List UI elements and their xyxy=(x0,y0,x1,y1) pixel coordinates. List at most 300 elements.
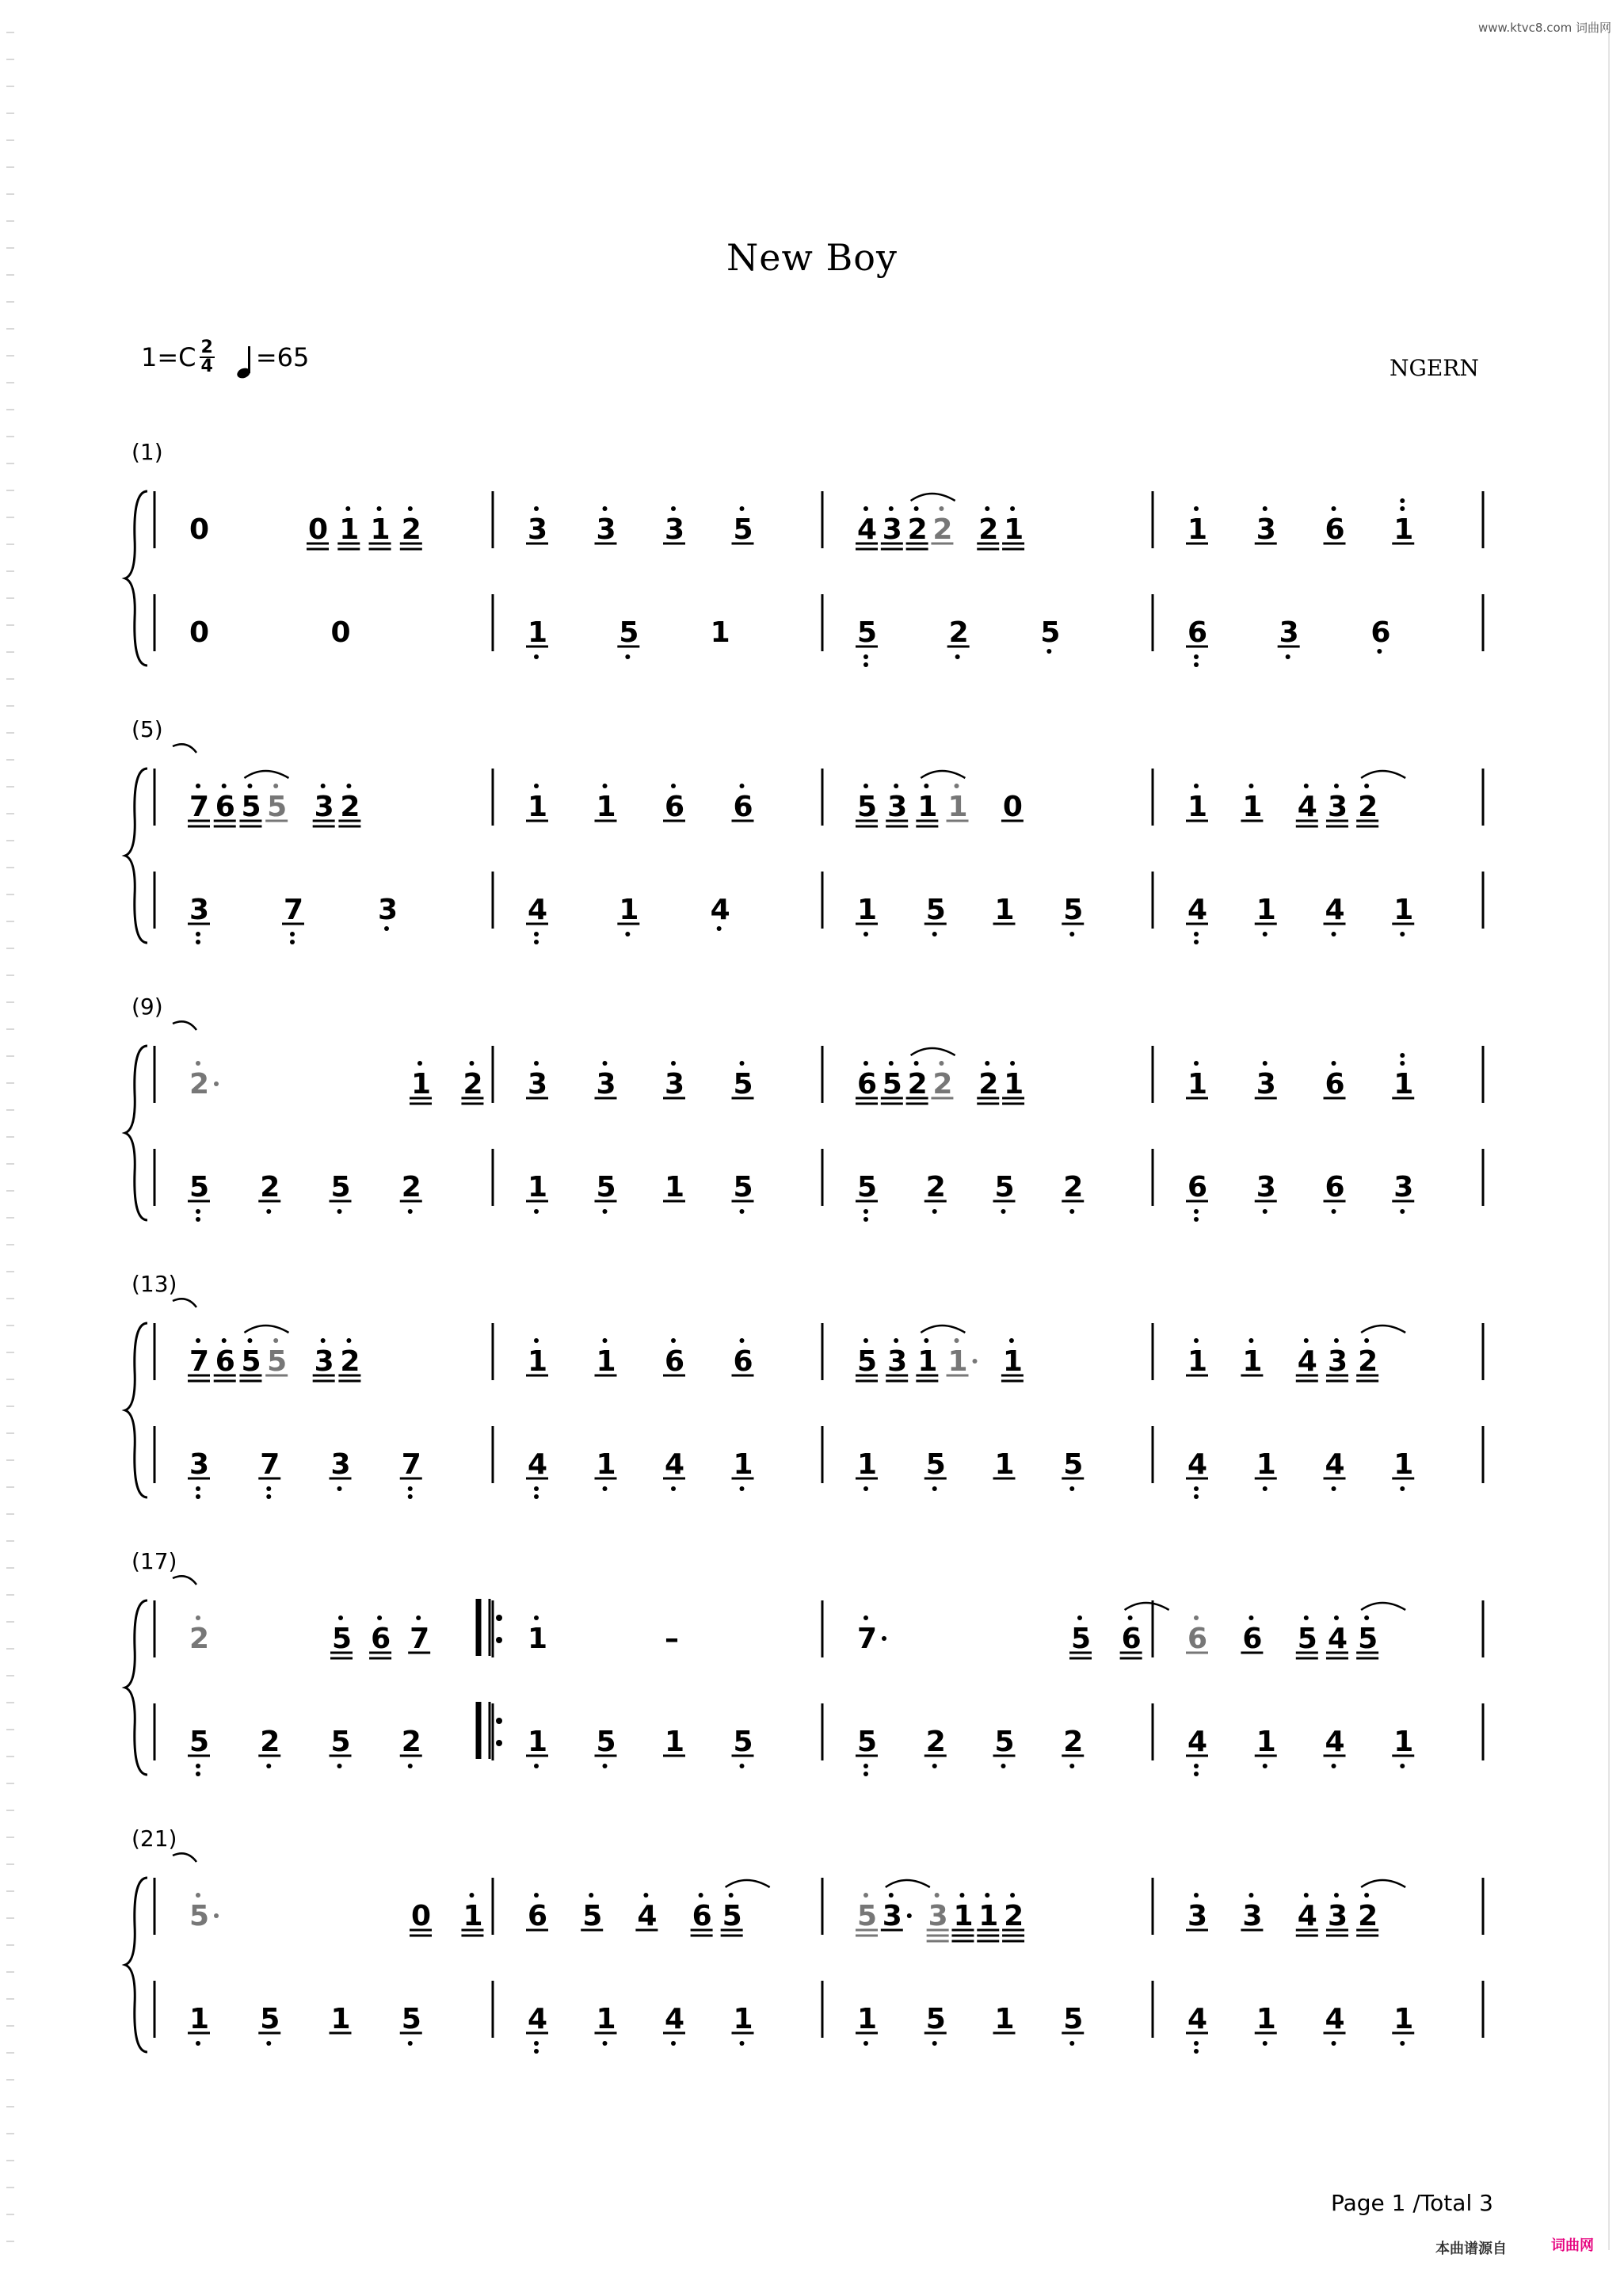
note: 1 xyxy=(1256,2003,1276,2035)
octave-dot-high xyxy=(534,506,539,511)
note: 1 xyxy=(710,616,730,649)
octave-dot-low xyxy=(932,1209,937,1214)
note: 5 xyxy=(619,616,639,649)
octave-dot-low xyxy=(266,1209,271,1214)
note: 2 xyxy=(401,513,421,546)
octave-dot-high xyxy=(469,1061,474,1066)
note: 5 xyxy=(1071,1623,1092,1655)
octave-dot-high xyxy=(1263,506,1268,511)
octave-dot-high xyxy=(603,1338,608,1343)
note: 5 xyxy=(733,513,753,546)
note: 6 xyxy=(1188,616,1208,649)
note: 6 xyxy=(1325,1068,1345,1100)
note: 1 xyxy=(1188,791,1208,823)
octave-dot-high xyxy=(924,784,928,788)
note: 2 xyxy=(1004,1900,1024,1932)
note: 1 xyxy=(994,894,1015,926)
note: 3 xyxy=(1327,1345,1348,1378)
note: 2 xyxy=(260,1171,280,1203)
composer: NGERN xyxy=(1390,355,1479,381)
note: 3 xyxy=(189,1448,210,1481)
note: 3 xyxy=(1327,1900,1348,1932)
note: 4 xyxy=(1325,1726,1345,1758)
note: 1 xyxy=(619,894,639,926)
note: 7 xyxy=(260,1448,280,1481)
octave-dot-low xyxy=(196,1209,200,1214)
octave-dot-high xyxy=(534,1061,539,1066)
note: 3 xyxy=(528,513,548,546)
system-brace xyxy=(125,769,147,943)
octave-dot-low xyxy=(534,1486,539,1491)
octave-dot-high xyxy=(417,1061,422,1066)
tie-arc xyxy=(911,494,955,501)
octave-dot-high xyxy=(955,784,959,788)
note: 2 xyxy=(260,1726,280,1758)
augmentation-dot xyxy=(882,1636,886,1641)
song-title: New Boy xyxy=(726,236,898,279)
tie-arc xyxy=(1125,1603,1169,1610)
octave-dot-high xyxy=(534,1893,539,1898)
octave-dot-low xyxy=(740,1764,745,1768)
measure-number: (17) xyxy=(132,1548,177,1574)
octave-dot-high xyxy=(1304,784,1309,788)
note: 6 xyxy=(1242,1623,1263,1655)
note: 7 xyxy=(189,791,210,823)
measure-number: (1) xyxy=(132,439,163,465)
octave-dot-high xyxy=(863,1615,868,1620)
octave-dot-low xyxy=(1001,1209,1006,1214)
note: 5 xyxy=(1063,894,1084,926)
octave-dot-low xyxy=(266,1764,271,1768)
octave-dot-high xyxy=(1248,784,1253,788)
note: 4 xyxy=(1297,1345,1317,1378)
note: 2 xyxy=(1358,791,1378,823)
octave-dot-low xyxy=(337,1764,342,1768)
note: 1 xyxy=(1242,791,1263,823)
note: 7 xyxy=(857,1623,878,1655)
note: 1 xyxy=(528,1623,548,1655)
octave-dot-low xyxy=(1194,662,1199,667)
tie-arc xyxy=(244,1325,288,1333)
octave-dot-high xyxy=(924,1338,928,1343)
octave-dot-low xyxy=(671,2041,676,2046)
octave-dot-low xyxy=(863,1217,868,1222)
octave-dot-low xyxy=(1400,1209,1405,1214)
note: 3 xyxy=(928,1900,948,1932)
octave-dot-high xyxy=(1332,1061,1336,1066)
octave-dot-low xyxy=(408,1494,413,1499)
octave-dot-low xyxy=(1400,1764,1405,1768)
note: 0 xyxy=(189,513,210,546)
octave-dot-high xyxy=(1400,1061,1405,1066)
octave-dot-low xyxy=(932,1486,937,1491)
tie-arc xyxy=(726,1880,770,1887)
octave-dot-high xyxy=(534,784,539,788)
tie-arc xyxy=(1361,771,1405,778)
note: 1 xyxy=(665,1726,685,1758)
tie-arc xyxy=(1361,1325,1405,1333)
note: 2 xyxy=(340,1345,360,1378)
note: 3 xyxy=(314,791,334,823)
note: 6 xyxy=(1325,1171,1345,1203)
tie-arc xyxy=(1361,1880,1405,1887)
note: 4 xyxy=(637,1900,658,1932)
octave-dot-low xyxy=(1069,1764,1074,1768)
octave-dot-low xyxy=(932,932,937,936)
octave-dot-high xyxy=(1194,1893,1199,1898)
octave-dot-high xyxy=(889,506,894,511)
tie-arc xyxy=(1361,1603,1405,1610)
octave-dot-high xyxy=(699,1893,703,1898)
octave-dot-low xyxy=(196,1772,200,1776)
octave-dot-high xyxy=(603,1061,608,1066)
note: 5 xyxy=(925,2003,946,2035)
note: 3 xyxy=(330,1448,351,1481)
system-brace xyxy=(125,1323,147,1497)
octave-dot-low xyxy=(384,926,389,931)
note: 2 xyxy=(1358,1345,1378,1378)
note: 5 xyxy=(857,791,878,823)
note: 3 xyxy=(596,1068,616,1100)
repeat-dot xyxy=(496,1615,502,1621)
octave-dot-low xyxy=(717,926,722,931)
note: 4 xyxy=(528,1448,548,1481)
octave-dot-high xyxy=(1248,1615,1253,1620)
octave-dot-low xyxy=(740,1209,745,1214)
note: 1 xyxy=(994,1448,1015,1481)
note: 1 xyxy=(330,2003,351,2035)
note: 6 xyxy=(857,1068,878,1100)
octave-dot-high xyxy=(1400,506,1405,511)
note: 1 xyxy=(596,791,616,823)
note: 3 xyxy=(528,1068,548,1100)
repeat-dot xyxy=(496,1740,502,1746)
note: 1 xyxy=(947,791,968,823)
note: 7 xyxy=(189,1345,210,1378)
augmentation-dot xyxy=(214,1081,219,1086)
note: 1 xyxy=(411,1068,432,1100)
octave-dot-low xyxy=(196,932,200,936)
octave-dot-high xyxy=(1364,1338,1369,1343)
note: 6 xyxy=(1188,1623,1208,1655)
note: 5 xyxy=(722,1900,742,1932)
note: 4 xyxy=(1188,894,1208,926)
octave-dot-low xyxy=(1263,1209,1268,1214)
note: 4 xyxy=(710,894,730,926)
octave-dot-high xyxy=(1248,1338,1253,1343)
note: 2 xyxy=(932,513,953,546)
note: 0 xyxy=(189,616,210,649)
octave-dot-high xyxy=(1364,1615,1369,1620)
octave-dot-high xyxy=(196,1338,200,1343)
note: 4 xyxy=(1297,1900,1317,1932)
octave-dot-high xyxy=(1009,1338,1014,1343)
octave-dot-low xyxy=(534,1764,539,1768)
page-number: Page 1 /Total 3 xyxy=(1331,2190,1493,2216)
note: 1 xyxy=(528,1726,548,1758)
site-url[interactable]: www.ktvc8.com 词曲网 xyxy=(1478,21,1612,35)
note: 5 xyxy=(1063,2003,1084,2035)
note: 7 xyxy=(401,1448,421,1481)
octave-dot-low xyxy=(290,932,295,936)
octave-dot-high xyxy=(1332,506,1336,511)
note: 2 xyxy=(189,1068,210,1100)
note: 5 xyxy=(1040,616,1061,649)
octave-dot-low xyxy=(603,1764,608,1768)
note: 1 xyxy=(857,894,878,926)
note: 1 xyxy=(857,1448,878,1481)
octave-dot-high xyxy=(1334,1893,1339,1898)
octave-dot-low xyxy=(408,1486,413,1491)
octave-dot-high xyxy=(1304,1338,1309,1343)
octave-dot-high xyxy=(1128,1615,1133,1620)
octave-dot-high xyxy=(955,1338,959,1343)
note: 6 xyxy=(665,1345,685,1378)
note: 5 xyxy=(857,1900,878,1932)
tie-continuation xyxy=(173,1299,196,1307)
note: 5 xyxy=(332,1623,353,1655)
octave-dot-low xyxy=(863,1209,868,1214)
time-signature-top: 2 xyxy=(200,338,213,357)
octave-dot-high xyxy=(534,1338,539,1343)
octave-dot-high xyxy=(889,1061,894,1066)
note: 0 xyxy=(330,616,351,649)
octave-dot-low xyxy=(625,654,630,659)
note: 1 xyxy=(1188,513,1208,546)
octave-dot-low xyxy=(534,940,539,944)
octave-dot-high xyxy=(1334,1338,1339,1343)
note: 2 xyxy=(1063,1726,1084,1758)
octave-dot-low xyxy=(534,654,539,659)
octave-dot-high xyxy=(1248,1893,1253,1898)
note: 3 xyxy=(314,1345,334,1378)
measure-number: (9) xyxy=(132,994,163,1020)
octave-dot-low xyxy=(266,1494,271,1499)
note: 1 xyxy=(1256,1726,1276,1758)
note: 6 xyxy=(692,1900,712,1932)
note: 2 xyxy=(401,1171,421,1203)
note: 0 xyxy=(411,1900,432,1932)
note: 1 xyxy=(1393,513,1414,546)
note: 3 xyxy=(189,894,210,926)
octave-dot-low xyxy=(196,2041,200,2046)
octave-dot-high xyxy=(671,784,676,788)
octave-dot-high xyxy=(321,1338,326,1343)
note: 2 xyxy=(948,616,969,649)
octave-dot-high xyxy=(273,784,278,788)
octave-dot-low xyxy=(1400,932,1405,936)
octave-dot-low xyxy=(1194,1772,1199,1776)
note: 1 xyxy=(528,1345,548,1378)
note: 5 xyxy=(733,1726,753,1758)
note: 5 xyxy=(994,1726,1015,1758)
note: 6 xyxy=(215,791,235,823)
octave-dot-high xyxy=(247,784,252,788)
note: 1 xyxy=(917,791,938,823)
note: 5 xyxy=(857,616,878,649)
note: 5 xyxy=(596,1171,616,1203)
note: 2 xyxy=(978,1068,999,1100)
octave-dot-low xyxy=(1194,1209,1199,1214)
octave-dot-low xyxy=(1001,1764,1006,1768)
octave-dot-high xyxy=(196,1061,200,1066)
octave-dot-high xyxy=(377,1615,382,1620)
note: 6 xyxy=(1325,513,1345,546)
octave-dot-low xyxy=(1400,2041,1405,2046)
note: 1 xyxy=(1002,1345,1023,1378)
note: 5 xyxy=(330,1726,351,1758)
note: 4 xyxy=(857,513,878,546)
octave-dot-low xyxy=(1194,932,1199,936)
note: 3 xyxy=(887,1345,908,1378)
octave-dot-high xyxy=(338,1615,343,1620)
octave-dot-low xyxy=(534,1494,539,1499)
octave-dot-low xyxy=(1286,654,1290,659)
note: 3 xyxy=(1242,1900,1263,1932)
time-signature-bottom: 4 xyxy=(200,357,213,376)
octave-dot-low xyxy=(1332,1764,1336,1768)
note: 7 xyxy=(410,1623,430,1655)
note: – xyxy=(665,1623,679,1655)
note: 3 xyxy=(1188,1900,1208,1932)
note: 5 xyxy=(267,1345,288,1378)
octave-dot-low xyxy=(1400,1486,1405,1491)
note: 3 xyxy=(887,791,908,823)
note: 0 xyxy=(1002,791,1023,823)
note: 5 xyxy=(582,1900,603,1932)
tempo-marking: =65 xyxy=(255,342,310,372)
note: 5 xyxy=(857,1171,878,1203)
note: 3 xyxy=(1279,616,1299,649)
octave-dot-low xyxy=(863,1772,868,1776)
note: 3 xyxy=(1256,1171,1276,1203)
note: 2 xyxy=(1358,1900,1378,1932)
octave-dot-high xyxy=(863,1338,868,1343)
octave-dot-high xyxy=(1400,1053,1405,1058)
octave-dot-low xyxy=(932,1764,937,1768)
note: 1 xyxy=(1393,1068,1414,1100)
octave-dot-high xyxy=(1304,1893,1309,1898)
note: 6 xyxy=(215,1345,235,1378)
octave-dot-high xyxy=(1263,1061,1268,1066)
octave-dot-high xyxy=(377,506,382,511)
note: 5 xyxy=(925,894,946,926)
note: 3 xyxy=(1256,1068,1276,1100)
augmentation-dot xyxy=(973,1359,978,1364)
augmentation-dot xyxy=(214,1913,219,1918)
octave-dot-low xyxy=(1263,2041,1268,2046)
octave-dot-high xyxy=(1010,1061,1015,1066)
octave-dot-high xyxy=(863,506,868,511)
octave-dot-high xyxy=(408,506,413,511)
key-signature: 1=C xyxy=(141,342,196,372)
octave-dot-low xyxy=(863,1486,868,1491)
octave-dot-low xyxy=(740,2041,745,2046)
note: 6 xyxy=(371,1623,391,1655)
octave-dot-low xyxy=(408,2041,413,2046)
note: 1 xyxy=(528,791,548,823)
note: 3 xyxy=(596,513,616,546)
octave-dot-low xyxy=(196,1764,200,1768)
octave-dot-low xyxy=(863,2041,868,2046)
note: 1 xyxy=(1188,1345,1208,1378)
note: 1 xyxy=(665,1171,685,1203)
octave-dot-high xyxy=(273,1338,278,1343)
note: 4 xyxy=(1188,1448,1208,1481)
tie-continuation xyxy=(173,1853,196,1862)
octave-dot-high xyxy=(863,1893,868,1898)
octave-dot-low xyxy=(1263,1486,1268,1491)
note: 5 xyxy=(241,791,261,823)
note: 4 xyxy=(1325,1448,1345,1481)
octave-dot-low xyxy=(671,1486,676,1491)
octave-dot-low xyxy=(1069,932,1074,936)
octave-dot-high xyxy=(416,1615,421,1620)
octave-dot-high xyxy=(534,1615,539,1620)
note: 5 xyxy=(189,1726,210,1758)
octave-dot-high xyxy=(1400,498,1405,503)
octave-dot-low xyxy=(196,1217,200,1222)
octave-dot-low xyxy=(1263,932,1268,936)
octave-dot-high xyxy=(222,1338,227,1343)
octave-dot-high xyxy=(740,784,745,788)
note: 1 xyxy=(733,2003,753,2035)
note: 6 xyxy=(733,791,753,823)
note: 1 xyxy=(189,2003,210,2035)
repeat-dot xyxy=(496,1637,502,1643)
note: 5 xyxy=(733,1068,753,1100)
octave-dot-high xyxy=(196,1615,200,1620)
octave-dot-high xyxy=(914,1061,919,1066)
octave-dot-low xyxy=(196,940,200,944)
octave-dot-high xyxy=(1194,784,1199,788)
note: 6 xyxy=(528,1900,548,1932)
note: 1 xyxy=(1004,1068,1024,1100)
octave-dot-high xyxy=(1194,1615,1199,1620)
site-logo[interactable]: 词曲网 xyxy=(1551,2237,1594,2254)
tie-continuation xyxy=(173,744,196,753)
note: 1 xyxy=(857,2003,878,2035)
octave-dot-low xyxy=(534,1209,539,1214)
note: 4 xyxy=(528,2003,548,2035)
note: 1 xyxy=(370,513,391,546)
note: 2 xyxy=(925,1726,946,1758)
octave-dot-high xyxy=(346,1338,351,1343)
octave-dot-low xyxy=(625,932,630,936)
note: 4 xyxy=(1325,2003,1345,2035)
measure-number: (13) xyxy=(132,1271,177,1297)
note: 5 xyxy=(189,1900,210,1932)
octave-dot-high xyxy=(321,784,326,788)
system-brace xyxy=(125,1600,147,1775)
note: 4 xyxy=(1325,894,1345,926)
octave-dot-high xyxy=(985,1061,989,1066)
octave-dot-high xyxy=(740,1061,745,1066)
octave-dot-high xyxy=(889,1893,894,1898)
note: 3 xyxy=(378,894,398,926)
tie-arc xyxy=(911,1048,955,1055)
note: 5 xyxy=(857,1345,878,1378)
octave-dot-low xyxy=(1332,2041,1336,2046)
note: 1 xyxy=(1393,1448,1414,1481)
system-brace xyxy=(125,491,147,666)
octave-dot-high xyxy=(863,784,868,788)
note: 1 xyxy=(1256,1448,1276,1481)
system-brace xyxy=(125,1046,147,1220)
octave-dot-low xyxy=(1069,2041,1074,2046)
note: 5 xyxy=(1297,1623,1317,1655)
note: 1 xyxy=(978,1900,999,1932)
